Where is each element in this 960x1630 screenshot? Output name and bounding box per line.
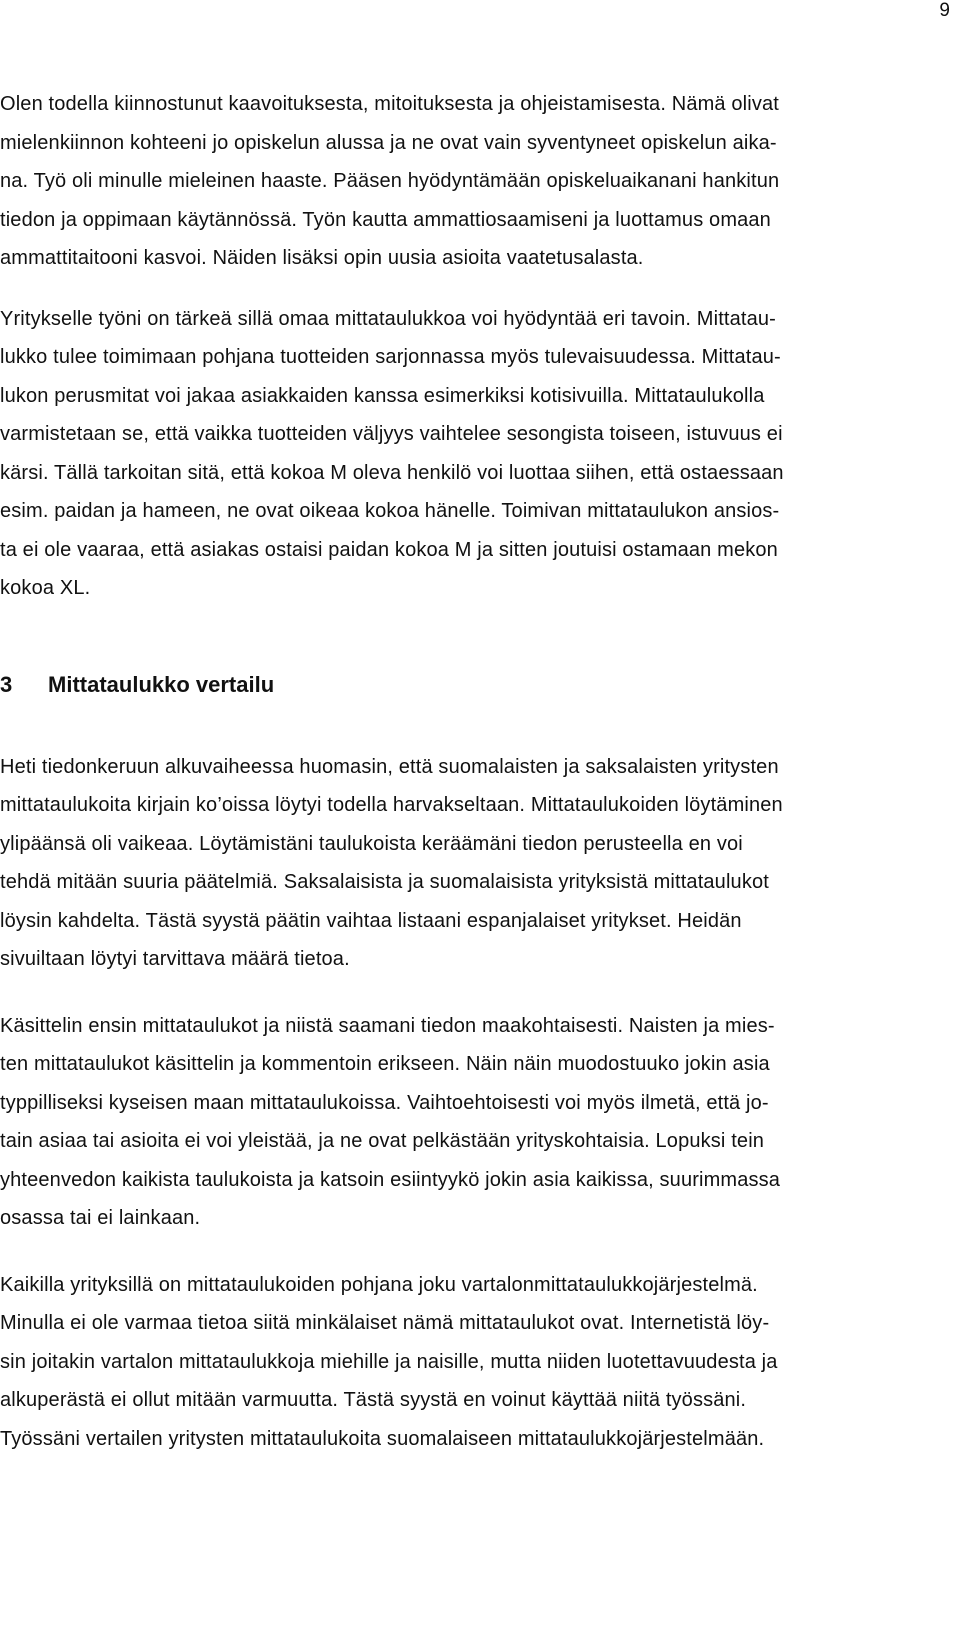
section-number: 3 bbox=[0, 671, 13, 697]
paragraph-3 bbox=[0, 748, 922, 979]
text-line: Työssäni vertailen yritysten mittataulukoita suomalaiseen mittataulukkojärjestelmään. bbox=[0, 1427, 765, 1450]
text-line: lukko tulee toimimaan pohjana tuotteiden sarjonnassa myös tulevaisuudessa. Mittatau- bbox=[0, 346, 781, 368]
paragraph-2 bbox=[0, 300, 922, 608]
text-line: kokoa XL. bbox=[0, 577, 91, 599]
text-line: na. Työ oli minulle mieleinen haaste. Pääsen hyödyntämään opiskeluaikanani hankitun bbox=[0, 170, 780, 192]
text-line: tain asiaa tai asioita ei voi yleistää, ja ne ovat pelkästään yrityskohtaisia. Lopuksi tein bbox=[0, 1130, 765, 1152]
text-line: varmistetaan se, että vaikka tuotteiden väljyys vaihtelee sesongista toiseen, istuvuus ei bbox=[0, 423, 783, 445]
text-line: sin joitakin vartalon mittataulukkoja miehille ja naisille, mutta niiden luotettavuudesta ja bbox=[0, 1350, 778, 1373]
page-number: 9 bbox=[939, 0, 950, 21]
text-line: mielenkiinnon kohteeni jo opiskelun alussa ja ne ovat vain syventyneet opiskelun aika- bbox=[0, 131, 777, 154]
document-body bbox=[0, 85, 922, 1458]
text-line: esim. paidan ja hameen, ne ovat oikeaa kokoa hänelle. Toimivan mittataulukon ansios- bbox=[0, 500, 780, 522]
text-line: alkuperästä ei ollut mitään varmuutta. Tästä syystä en voinut käyttää niitä työssäni. bbox=[0, 1389, 747, 1411]
text-line: lukon perusmitat voi jakaa asiakkaiden kanssa esimerkiksi kotisivuilla. Mittataulukolla bbox=[0, 384, 765, 407]
text-line: Yritykselle työni on tärkeä sillä omaa mittataulukkoa voi hyödyntää eri tavoin. Mittatau- bbox=[0, 307, 776, 330]
text-line: ten mittataulukot käsittelin ja kommentoin erikseen. Näin näin muodostuuko jokin asia bbox=[0, 1053, 770, 1075]
text-line: ta ei ole vaaraa, että asiakas ostaisi paidan kokoa M ja sitten joutuisi ostamaan mekon bbox=[0, 538, 778, 561]
paragraph-4 bbox=[0, 1007, 922, 1238]
text-line: Käsittelin ensin mittataulukot ja niistä saamani tiedon maakohtaisesti. Naisten ja mies- bbox=[0, 1014, 775, 1037]
paragraph-5 bbox=[0, 1266, 922, 1459]
text-line: kärsi. Tällä tarkoitan sitä, että kokoa M oleva henkilö voi luottaa siihen, että ostaessaan bbox=[0, 461, 784, 484]
text-line: ylipäänsä oli vaikeaa. Löytämistäni taulukoista keräämäni tiedon perusteella en voi bbox=[0, 832, 743, 855]
text-line: typpilliseksi kyseisen maan mittataulukoissa. Vaihtoehtoisesti voi myös ilmetä, että jo- bbox=[0, 1091, 769, 1114]
text-line: Olen todella kiinnostunut kaavoituksesta, mitoituksesta ja ohjeistamisesta. Nämä olivat bbox=[0, 93, 779, 115]
text-line: sivuiltaan löytyi tarvittava määrä tietoa. bbox=[0, 948, 350, 970]
text-line: Minulla ei ole varmaa tietoa siitä minkälaiset nämä mittataulukot ovat. Internetistä löy- bbox=[0, 1312, 770, 1334]
text-line: ammattitaitooni kasvoi. Näiden lisäksi opin uusia asioita vaatetusalasta. bbox=[0, 247, 644, 269]
section-title: Mittataulukko vertailu bbox=[48, 671, 275, 697]
text-line: osassa tai ei lainkaan. bbox=[0, 1207, 201, 1229]
text-line: Heti tiedonkeruun alkuvaiheessa huomasin, että suomalaisten ja saksalaisten yritysten bbox=[0, 755, 779, 778]
text-line: löysin kahdelta. Tästä syystä päätin vaihtaa listaani espanjalaiset yritykset. Heidän bbox=[0, 909, 742, 932]
section-heading bbox=[0, 670, 922, 700]
text-line: tiedon ja oppimaan käytännössä. Työn kautta ammattiosaamiseni ja luottamus omaan bbox=[0, 208, 771, 231]
text-line: tehdä mitään suuria päätelmiä. Saksalaisista ja suomalaisista yrityksistä mittataulukot bbox=[0, 871, 769, 893]
paragraph-1 bbox=[0, 85, 922, 278]
text-line: mittataulukoita kirjain ko’oissa löytyi todella harvakseltaan. Mittataulukoiden löytäminen bbox=[0, 794, 783, 816]
text-line: Kaikilla yrityksillä on mittataulukoiden pohjana joku vartalonmittataulukkojärjestelmä. bbox=[0, 1273, 758, 1296]
text-line: yhteenvedon kaikista taulukoista ja katsoin esiintyykö jokin asia kaikissa, suurimmassa bbox=[0, 1168, 781, 1191]
